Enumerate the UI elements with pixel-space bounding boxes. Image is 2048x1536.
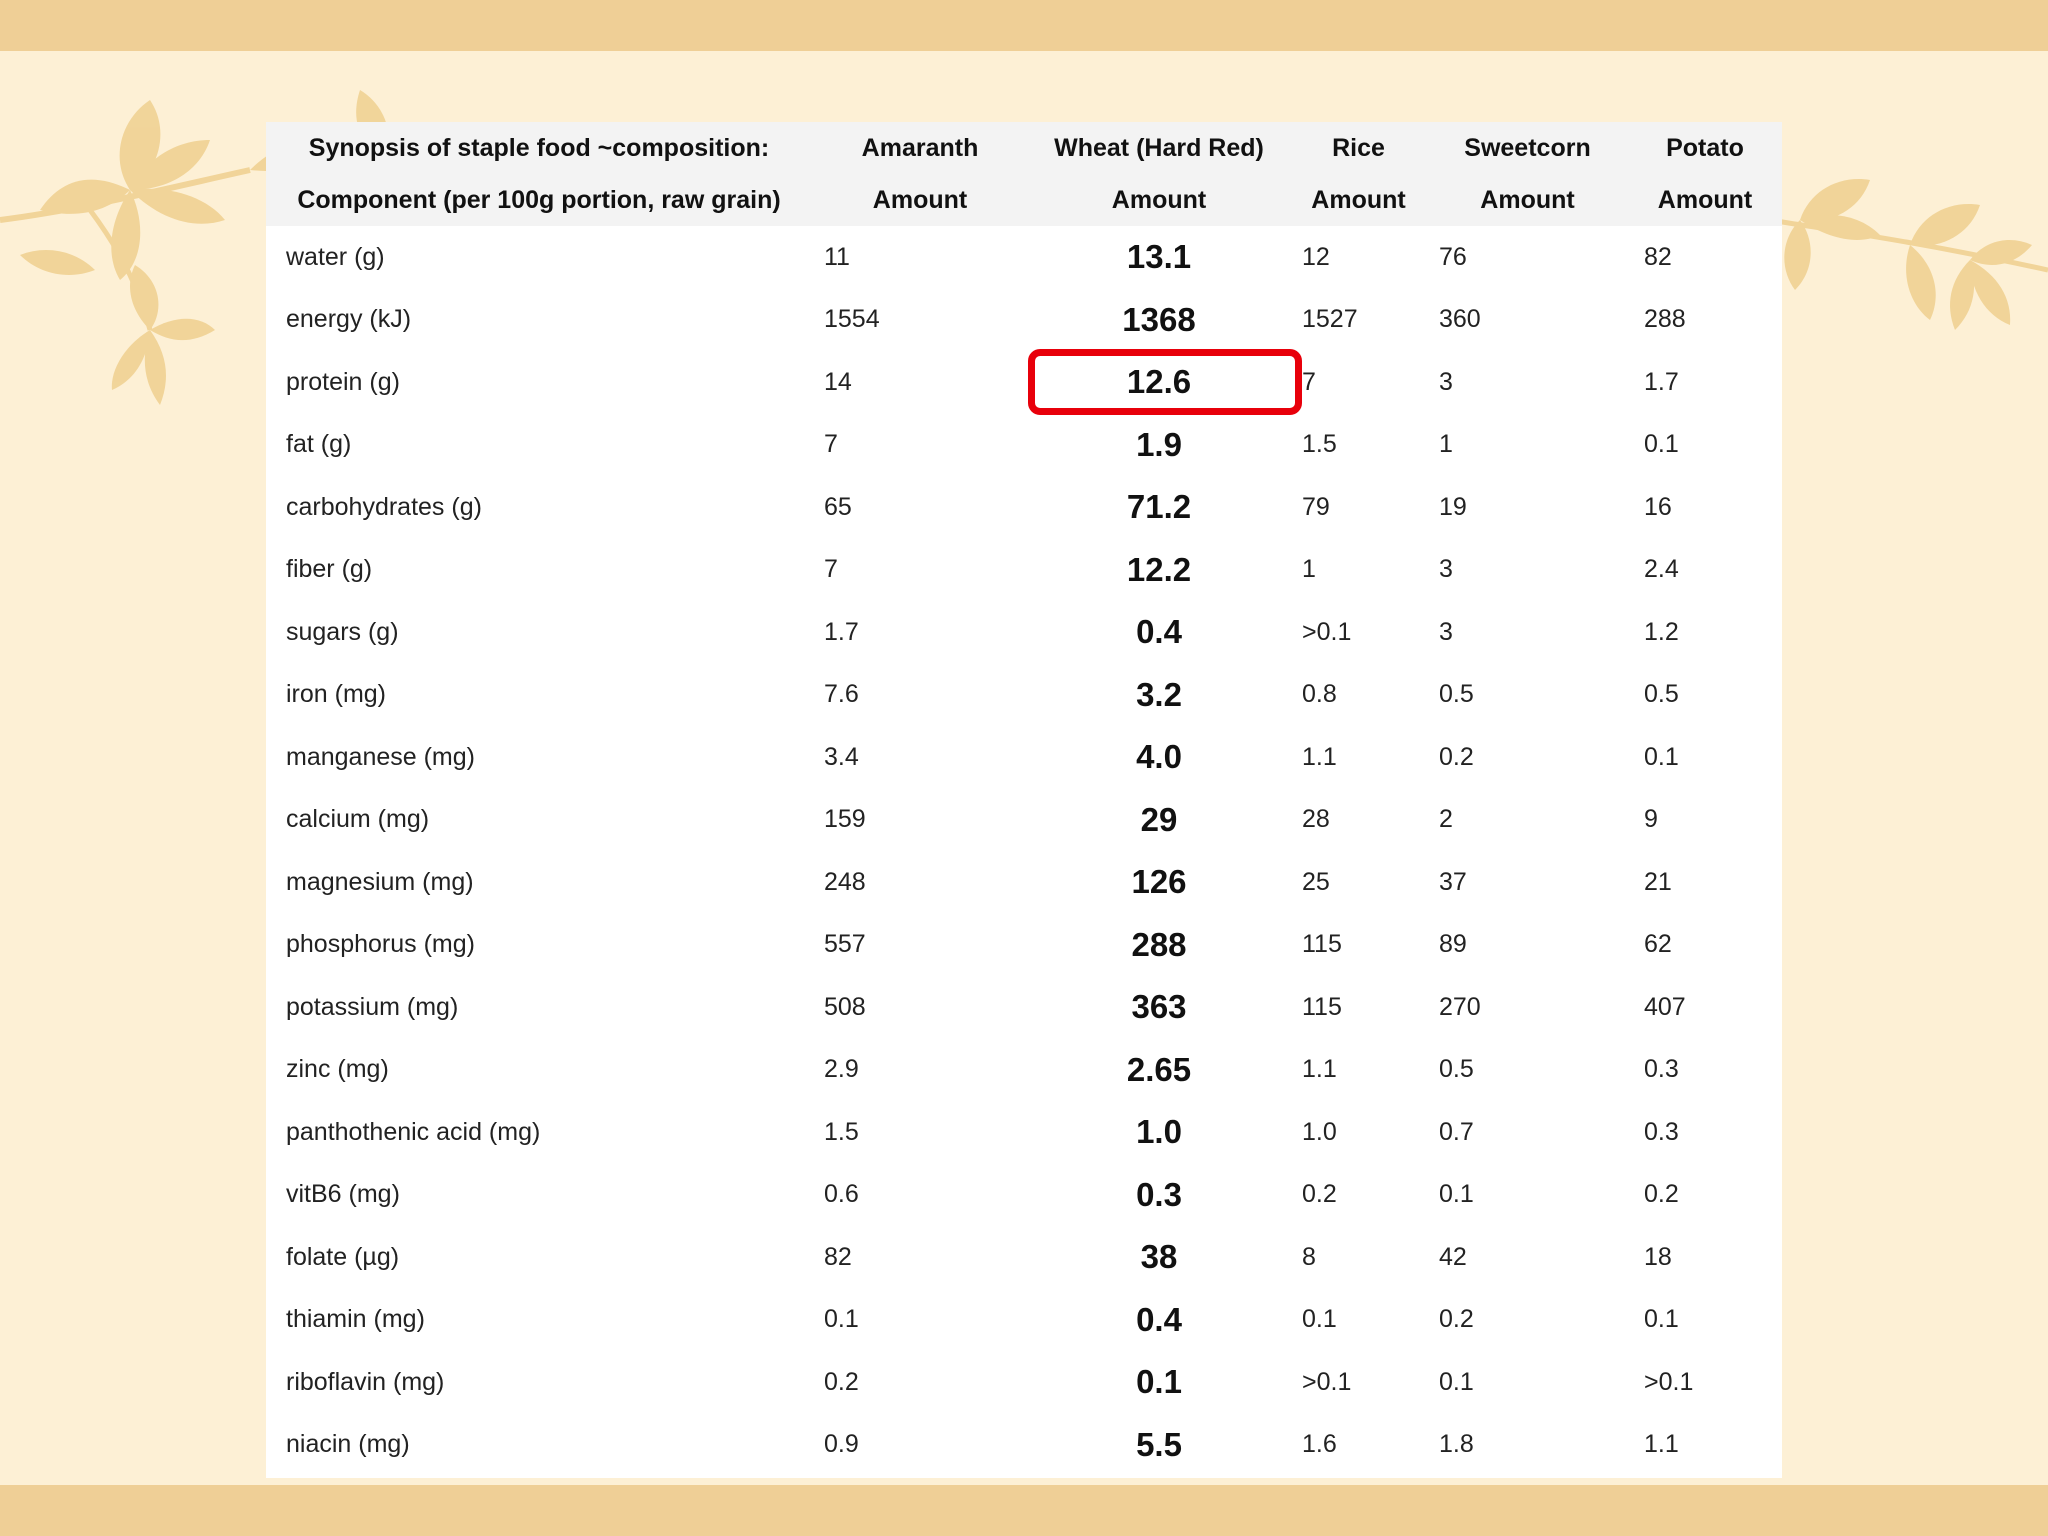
cell-rice: 1.0 [1302, 1117, 1337, 1146]
wheat-value: 4.0 [1136, 738, 1182, 776]
cell-potato: >0.1 [1644, 1367, 1694, 1396]
cell-amaranth: 1554 [824, 305, 880, 334]
cell-wheat [1028, 1289, 1290, 1352]
table-row [266, 601, 1782, 664]
wheat-value: 38 [1140, 1238, 1178, 1276]
cell-rice: 1.1 [1302, 742, 1337, 771]
wheat-value: 5.5 [1136, 1425, 1182, 1463]
cell-amaranth: 0.6 [824, 1180, 859, 1209]
cell-amaranth: 3.4 [824, 742, 859, 771]
table-row [266, 664, 1782, 727]
cell-component: iron (mg) [286, 680, 387, 709]
wheat-value: 363 [1131, 988, 1187, 1026]
wheat-value: 126 [1131, 863, 1187, 901]
top-band [0, 0, 2048, 51]
cell-amaranth: 248 [824, 867, 866, 896]
cell-amaranth: 557 [824, 930, 866, 959]
cell-component: vitB6 (mg) [286, 1180, 400, 1209]
table-row [266, 1414, 1782, 1477]
table-row [266, 226, 1782, 289]
cell-amaranth: 0.1 [824, 1305, 859, 1334]
table-row [266, 476, 1782, 539]
table-row [266, 351, 1782, 414]
table-row [266, 289, 1782, 352]
cell-potato: 1.1 [1644, 1430, 1679, 1459]
cell-sweetcorn: 1 [1439, 430, 1453, 459]
cell-wheat [1028, 601, 1290, 664]
cell-potato: 1.2 [1644, 617, 1679, 646]
header-unit-component: Component (per 100g portion, raw grain) [297, 185, 781, 214]
cell-rice: 79 [1302, 492, 1330, 521]
cell-sweetcorn: 270 [1439, 992, 1481, 1021]
header-title-sweetcorn: Sweetcorn [1464, 133, 1591, 162]
cell-amaranth: 7 [824, 430, 838, 459]
header-title-component: Synopsis of staple food ~composition: [308, 133, 770, 162]
table-row [266, 851, 1782, 914]
cell-component: potassium (mg) [286, 992, 459, 1021]
cell-wheat [1028, 351, 1290, 414]
wheat-value: 0.3 [1136, 1175, 1182, 1213]
cell-wheat [1028, 726, 1290, 789]
cell-sweetcorn: 3 [1439, 617, 1453, 646]
cell-potato: 0.5 [1644, 680, 1679, 709]
cell-rice: 115 [1302, 930, 1342, 959]
cell-amaranth: 65 [824, 492, 852, 521]
cell-amaranth: 14 [824, 367, 852, 396]
cell-potato: 0.2 [1644, 1180, 1679, 1209]
wheat-value: 29 [1140, 800, 1178, 838]
wheat-value: 1.9 [1136, 425, 1182, 463]
cell-potato: 1.7 [1644, 367, 1679, 396]
cell-component: calcium (mg) [286, 805, 430, 834]
cell-wheat [1028, 289, 1290, 352]
wheat-value: 1.0 [1136, 1113, 1182, 1151]
header-title-wheat: Wheat (Hard Red) [1054, 133, 1264, 162]
cell-amaranth: 82 [824, 1242, 852, 1271]
header-unit-sweetcorn: Amount [1480, 185, 1575, 214]
cell-amaranth: 0.2 [824, 1367, 859, 1396]
cell-potato: 82 [1644, 242, 1672, 271]
cell-sweetcorn: 19 [1439, 492, 1467, 521]
header-title-amaranth: Amaranth [861, 133, 979, 162]
cell-wheat [1028, 976, 1290, 1039]
cell-rice: 1.1 [1302, 1055, 1337, 1084]
cell-component: fat (g) [286, 430, 352, 459]
wheat-value: 13.1 [1126, 238, 1192, 276]
composition-table-card [266, 122, 1782, 1478]
cell-sweetcorn: 360 [1439, 305, 1481, 334]
cell-potato: 0.3 [1644, 1117, 1679, 1146]
cell-rice: 115 [1302, 992, 1342, 1021]
header-row-titles [266, 122, 1782, 174]
cell-wheat [1028, 789, 1290, 852]
cell-wheat [1028, 1101, 1290, 1164]
cell-potato: 9 [1644, 805, 1658, 834]
cell-component: manganese (mg) [286, 742, 475, 771]
cell-wheat [1028, 1351, 1290, 1414]
cell-sweetcorn: 0.2 [1439, 742, 1474, 771]
cell-rice: 8 [1302, 1242, 1316, 1271]
cell-potato: 0.1 [1644, 1305, 1679, 1334]
cell-amaranth: 159 [824, 805, 866, 834]
cell-amaranth: 11 [824, 242, 850, 271]
leaf-branch-right-icon [1770, 160, 2048, 350]
wheat-value: 71.2 [1126, 488, 1192, 526]
cell-potato: 407 [1644, 992, 1686, 1021]
cell-wheat [1028, 476, 1290, 539]
cell-component: thiamin (mg) [286, 1305, 425, 1334]
table-row [266, 1351, 1782, 1414]
cell-wheat [1028, 1039, 1290, 1102]
cell-rice: >0.1 [1302, 1367, 1352, 1396]
table-row [266, 914, 1782, 977]
cell-potato: 18 [1644, 1242, 1672, 1271]
cell-wheat [1028, 914, 1290, 977]
composition-table [266, 122, 1782, 1476]
cell-wheat [1028, 539, 1290, 602]
cell-rice: 25 [1302, 867, 1330, 896]
cell-sweetcorn: 2 [1439, 805, 1453, 834]
cell-wheat [1028, 1226, 1290, 1289]
cell-rice: 1 [1302, 555, 1316, 584]
cell-wheat [1028, 1164, 1290, 1227]
wheat-value: 288 [1131, 925, 1187, 963]
table-body [266, 226, 1782, 1476]
cell-component: zinc (mg) [286, 1055, 389, 1084]
cell-wheat [1028, 851, 1290, 914]
cell-sweetcorn: 76 [1439, 242, 1467, 271]
table-row [266, 1164, 1782, 1227]
cell-potato: 0.3 [1644, 1055, 1679, 1084]
cell-component: niacin (mg) [286, 1430, 410, 1459]
cell-amaranth: 508 [824, 992, 866, 1021]
header-title-potato: Potato [1666, 133, 1744, 162]
cell-wheat [1028, 414, 1290, 477]
header-unit-potato: Amount [1657, 185, 1753, 214]
wheat-value: 0.4 [1136, 1300, 1182, 1338]
cell-potato: 0.1 [1644, 742, 1679, 771]
cell-sweetcorn: 1.8 [1439, 1430, 1474, 1459]
header-unit-rice: Amount [1311, 185, 1406, 214]
wheat-value: 2.65 [1126, 1050, 1192, 1088]
cell-wheat [1028, 226, 1290, 289]
cell-potato: 62 [1644, 930, 1672, 959]
cell-sweetcorn: 3 [1439, 555, 1453, 584]
cell-component: carbohydrates (g) [286, 492, 482, 521]
header-title-rice: Rice [1332, 133, 1385, 162]
cell-rice: 12 [1302, 242, 1330, 271]
table-row [266, 414, 1782, 477]
cell-amaranth: 1.5 [824, 1117, 859, 1146]
cell-potato: 2.4 [1644, 555, 1679, 584]
cell-amaranth: 0.9 [824, 1430, 859, 1459]
cell-wheat [1028, 664, 1290, 727]
cell-sweetcorn: 0.7 [1439, 1117, 1474, 1146]
table-row [266, 1226, 1782, 1289]
cell-rice: 0.2 [1302, 1180, 1337, 1209]
table-row [266, 1289, 1782, 1352]
cell-component: protein (g) [286, 367, 400, 396]
cell-potato: 0.1 [1644, 430, 1679, 459]
cell-component: energy (kJ) [286, 305, 412, 334]
wheat-value: 0.1 [1136, 1363, 1182, 1401]
cell-component: phosphorus (mg) [286, 930, 475, 959]
table-row [266, 976, 1782, 1039]
cell-sweetcorn: 37 [1439, 867, 1467, 896]
cell-rice: 1.6 [1302, 1430, 1337, 1459]
cell-sweetcorn: 0.2 [1439, 1305, 1474, 1334]
table-header [266, 122, 1782, 226]
cell-rice: >0.1 [1302, 617, 1352, 646]
cell-amaranth: 2.9 [824, 1055, 859, 1084]
cell-wheat [1028, 1414, 1290, 1477]
bottom-band [0, 1485, 2048, 1536]
cell-sweetcorn: 0.1 [1439, 1367, 1474, 1396]
cell-sweetcorn: 0.1 [1439, 1180, 1474, 1209]
table-row [266, 1039, 1782, 1102]
cell-component: fiber (g) [286, 555, 373, 584]
cell-potato: 21 [1644, 867, 1672, 896]
cell-component: magnesium (mg) [286, 867, 474, 896]
cell-component: folate (µg) [286, 1242, 400, 1271]
wheat-value: 0.4 [1136, 613, 1182, 651]
cell-rice: 0.1 [1302, 1305, 1337, 1334]
cell-component: riboflavin (mg) [286, 1367, 445, 1396]
cell-component: water (g) [286, 242, 385, 271]
cell-sweetcorn: 3 [1439, 367, 1453, 396]
header-row-units [266, 174, 1782, 226]
cell-amaranth: 1.7 [824, 617, 859, 646]
cell-amaranth: 7.6 [824, 680, 859, 709]
cell-rice: 0.8 [1302, 680, 1337, 709]
table-row [266, 539, 1782, 602]
cell-rice: 1527 [1302, 305, 1358, 334]
wheat-value: 12.6 [1126, 363, 1192, 401]
cell-rice: 1.5 [1302, 430, 1337, 459]
header-unit-wheat: Amount [1111, 185, 1207, 214]
cell-sweetcorn: 42 [1439, 1242, 1467, 1271]
table-row [266, 726, 1782, 789]
table-row [266, 1101, 1782, 1164]
table-row [266, 789, 1782, 852]
wheat-value: 12.2 [1126, 550, 1192, 588]
cell-rice: 28 [1302, 805, 1330, 834]
cell-sweetcorn: 89 [1439, 930, 1467, 959]
wheat-value: 1368 [1122, 300, 1196, 338]
header-unit-amaranth: Amount [872, 185, 968, 214]
cell-component: panthothenic acid (mg) [286, 1117, 541, 1146]
cell-potato: 288 [1644, 305, 1686, 334]
cell-potato: 16 [1644, 492, 1672, 521]
cell-sweetcorn: 0.5 [1439, 680, 1474, 709]
cell-amaranth: 7 [824, 555, 838, 584]
wheat-value: 3.2 [1136, 675, 1182, 713]
cell-component: sugars (g) [286, 617, 399, 646]
cell-rice: 7 [1302, 367, 1316, 396]
cell-sweetcorn: 0.5 [1439, 1055, 1474, 1084]
